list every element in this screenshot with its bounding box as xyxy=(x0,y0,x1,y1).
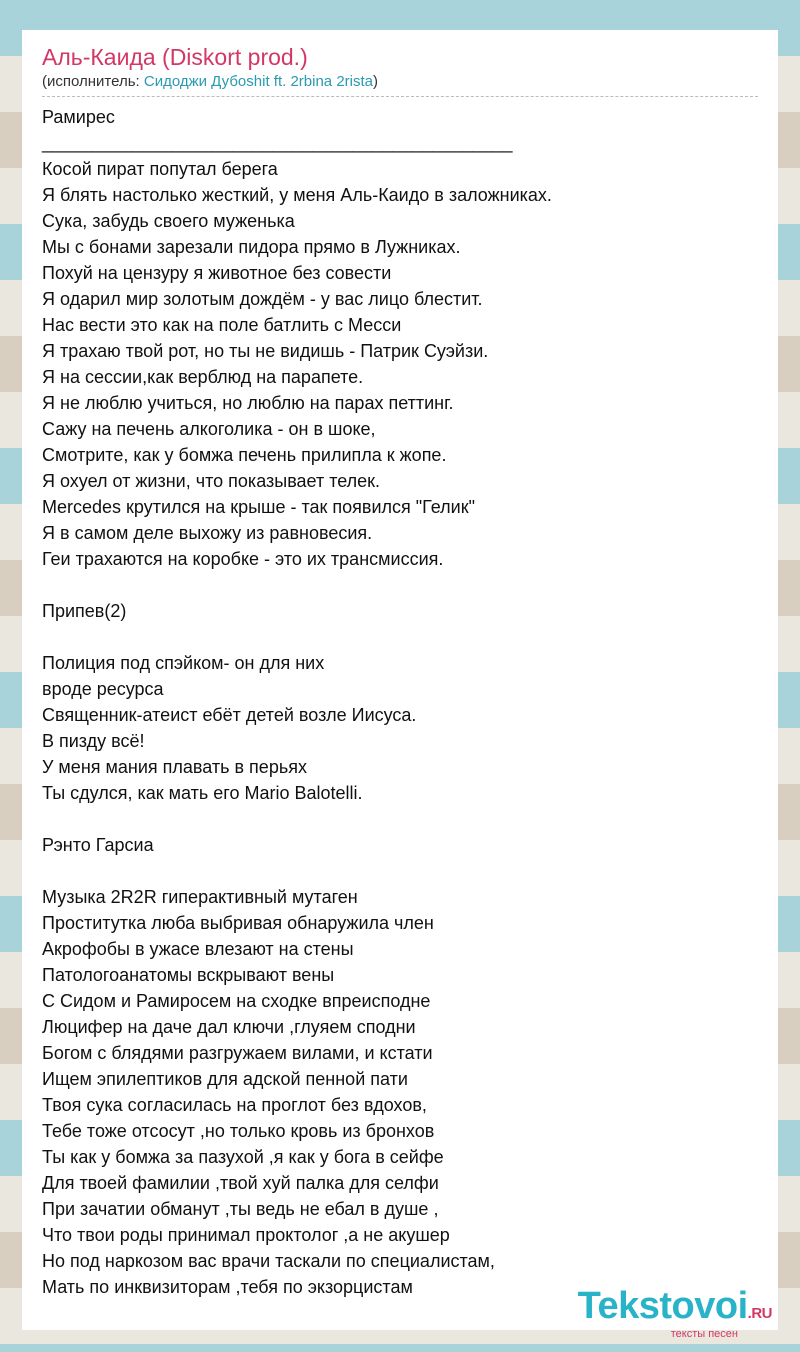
lyric-line: Я на сессии,как верблюд на парапете. xyxy=(42,367,364,387)
site-logo[interactable] xyxy=(578,1286,772,1340)
lyric-line: Полиция под спэйком- он для них xyxy=(42,653,325,673)
lyric-line: Похуй на цензуру я животное без совести xyxy=(42,263,392,283)
lyric-line: Музыка 2R2R гиперактивный мутаген xyxy=(42,887,358,907)
header-divider xyxy=(42,96,758,97)
lyric-line: Сука, забудь своего муженька xyxy=(42,211,295,231)
logo-tld: .RU xyxy=(747,1305,772,1322)
lyric-line: Смотрите, как у бомжа печень прилипла к жопе. xyxy=(42,445,447,465)
logo-tagline: тексты песен xyxy=(670,1328,738,1340)
lyric-line: Мы с бонами зарезали пидора прямо в Лужниках. xyxy=(42,237,461,257)
lyric-line: Священник-атеист ебёт детей возле Иисуса. xyxy=(42,705,417,725)
lyric-line: Я не люблю учиться, но люблю на парах петтинг. xyxy=(42,393,454,413)
artist-prefix: (исполнитель: xyxy=(42,73,144,90)
lyric-line: Патологоанатомы вскрывают вены xyxy=(42,965,335,985)
lyric-line: Рамирес xyxy=(42,107,115,127)
lyric-line: Но под наркозом вас врачи таскали по специалистам, xyxy=(42,1251,495,1271)
lyric-line: Косой пират попутал берега xyxy=(42,159,278,179)
lyric-line: Люцифер на даче дал ключи ,глуяем сподни xyxy=(42,1017,416,1037)
artist-link[interactable]: Сидоджи Дубоshit ft. 2rbina 2rista xyxy=(143,73,373,90)
lyric-line: Богом с блядями разгружаем вилами, и кстати xyxy=(42,1043,433,1063)
lyric-line: Тебе тоже отсосут ,но только кровь из бронхов xyxy=(42,1121,435,1141)
lyric-line: С Сидом и Рамиросем на сходке впреисподне xyxy=(42,991,431,1011)
lyrics-text xyxy=(42,104,758,1300)
artist-suffix: ) xyxy=(373,73,378,90)
lyric-line: Твоя сука согласилась на проглот без вдохов, xyxy=(42,1095,427,1115)
lyric-line: Ты сдулся, как мать его Mario Balotelli. xyxy=(42,783,363,803)
lyric-line: Мать по инквизиторам ,тебя по экзорцистам xyxy=(42,1277,413,1297)
lyric-line: _______________________________________________ xyxy=(42,133,513,153)
lyrics-page xyxy=(22,30,778,1330)
lyric-line: Нас вести это как на поле батлить с Месси xyxy=(42,315,402,335)
lyric-line: У меня мания плавать в перьях xyxy=(42,757,307,777)
lyric-line: Mercedes крутился на крыше - так появился "Гелик" xyxy=(42,497,475,517)
lyric-line: В пизду всё! xyxy=(42,731,145,751)
lyric-line: Акрофобы в ужасе влезают на стены xyxy=(42,939,354,959)
lyric-line: Я охуел от жизни, что показывает телек. xyxy=(42,471,381,491)
logo-name: Tekstovoi xyxy=(577,1285,748,1327)
lyric-line: Я в самом деле выхожу из равновесия. xyxy=(42,523,373,543)
lyric-line: Ты как у бомжа за пазухой ,я как у бога в сейфе xyxy=(42,1147,444,1167)
lyric-line: Я одарил мир золотым дождём - у вас лицо блестит. xyxy=(42,289,483,309)
lyric-line: вроде ресурса xyxy=(42,679,164,699)
lyric-line: Геи трахаются на коробке - это их трансмиссия. xyxy=(42,549,444,569)
lyric-line: Сажу на печень алкоголика - он в шоке, xyxy=(42,419,376,439)
lyric-line: Я трахаю твой рот, но ты не видишь - Патрик Суэйзи. xyxy=(42,341,489,361)
artist-line xyxy=(42,72,758,92)
lyric-line: Рэнто Гарсиа xyxy=(42,835,154,855)
lyric-line: Я блять настолько жесткий, у меня Аль-Каидо в заложниках. xyxy=(42,185,552,205)
lyric-line: Ищем эпилептиков для адской пенной пати xyxy=(42,1069,408,1089)
lyric-line: Что твои роды принимал проктолог ,а не акушер xyxy=(42,1225,450,1245)
song-title[interactable]: Аль-Каида (Diskort prod.) xyxy=(42,44,308,70)
lyric-line: При зачатии обманут ,ты ведь не ебал в душе , xyxy=(42,1199,439,1219)
lyric-line: Проститутка люба выбривая обнаружила член xyxy=(42,913,434,933)
lyric-line: Для твоей фамилии ,твой хуй палка для селфи xyxy=(42,1173,439,1193)
lyric-line: Припев(2) xyxy=(42,601,127,621)
